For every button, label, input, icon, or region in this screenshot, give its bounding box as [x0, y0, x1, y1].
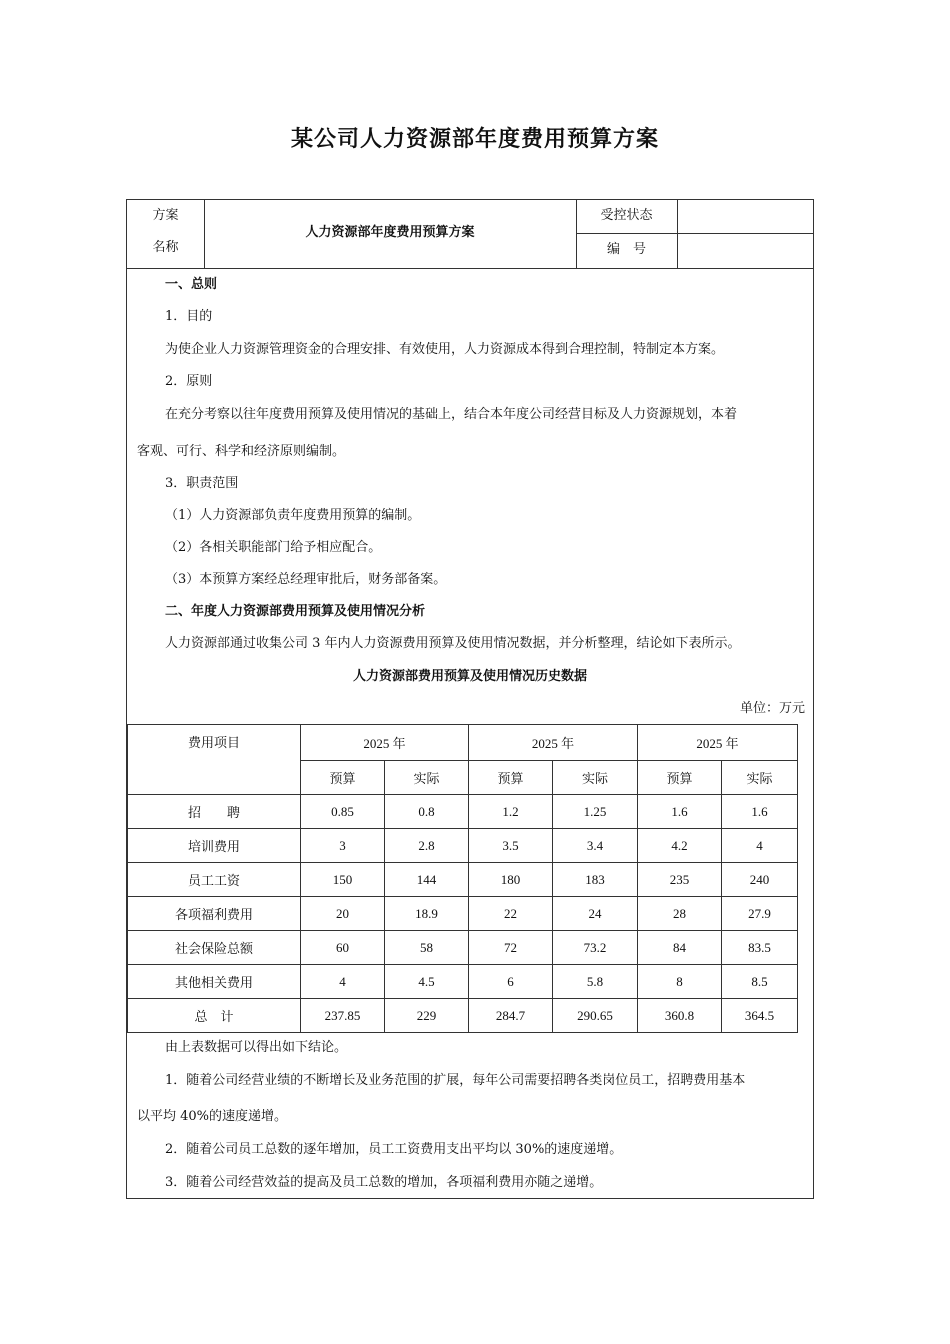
- plan-name: 人力资源部年度费用预算方案: [305, 225, 475, 240]
- table-row-label: 员工工资: [128, 863, 301, 897]
- table-cell: 84: [638, 931, 722, 965]
- table-subheader: 实际: [553, 761, 638, 795]
- table-subheader: 预算: [301, 761, 385, 795]
- table-cell: 180: [469, 863, 553, 897]
- table-cell: 240: [722, 863, 798, 897]
- scope-item: （2）各相关职能部门给予相应配合。: [165, 540, 382, 555]
- scope-item: （3）本预算方案经总经理审批后，财务部备案。: [165, 572, 447, 587]
- table-cell: 72: [469, 931, 553, 965]
- table-header-year: 2025 年: [638, 725, 798, 761]
- plan-label-line1: 方案: [152, 208, 179, 223]
- table-row: [128, 863, 798, 897]
- table-row-label: 招 聘: [128, 795, 301, 829]
- principle-text-line2: 客观、可行、科学和经济原则编制。: [137, 444, 346, 459]
- control-status-value: [677, 200, 813, 233]
- table-cell: 60: [301, 931, 385, 965]
- table-cell: 3.5: [469, 829, 553, 863]
- table-cell: 3.4: [553, 829, 638, 863]
- table-cell: 22: [469, 897, 553, 931]
- number-value: [677, 234, 813, 267]
- table-cell: 8: [638, 965, 722, 999]
- table-subheader: 实际: [722, 761, 798, 795]
- table-cell: 364.5: [722, 999, 798, 1033]
- table-row: [128, 795, 798, 829]
- table-cell: 83.5: [722, 931, 798, 965]
- table-cell: 360.8: [638, 999, 722, 1033]
- table-cell: 3: [301, 829, 385, 863]
- table-cell: 229: [385, 999, 469, 1033]
- table-cell: 4: [301, 965, 385, 999]
- table-cell: 1.6: [638, 795, 722, 829]
- table-title: 人力资源部费用预算及使用情况历史数据: [352, 669, 587, 684]
- plan-label-line2: 名称: [152, 240, 179, 255]
- table-cell: 284.7: [469, 999, 553, 1033]
- section2-heading: 二、年度人力资源部费用预算及使用情况分析: [165, 604, 426, 619]
- page-title: 某公司人力资源部年度费用预算方案: [290, 126, 659, 152]
- table-subheader: 实际: [385, 761, 469, 795]
- table-cell: 5.8: [553, 965, 638, 999]
- table-row-label: 培训费用: [128, 829, 301, 863]
- table-row-label: 总 计: [128, 999, 301, 1033]
- conclusion-item1-line2: 以平均 40%的速度递增。: [137, 1109, 288, 1124]
- table-row-label: 各项福利费用: [128, 897, 301, 931]
- budget-table: [127, 724, 798, 1033]
- scope-heading: 3．职责范围: [165, 476, 239, 491]
- table-cell: 4: [722, 829, 798, 863]
- table-cell: 183: [553, 863, 638, 897]
- table-cell: 237.85: [301, 999, 385, 1033]
- table-cell: 8.5: [722, 965, 798, 999]
- table-row: [128, 897, 798, 931]
- control-status-label: 受控状态: [600, 208, 653, 223]
- section2-intro: 人力资源部通过收集公司 3 年内人力资源费用预算及使用情况数据，并分析整理，结论如下表所示。: [165, 636, 741, 651]
- conclusion-item1-line1: 1．随着公司经营业绩的不断增长及业务范围的扩展，每年公司需要招聘各类岗位员工，招聘费用基本: [165, 1073, 746, 1088]
- table-cell: 4.5: [385, 965, 469, 999]
- table-cell: 290.65: [553, 999, 638, 1033]
- conclusion-item3: 3．随着公司经营效益的提高及员工总数的增加，各项福利费用亦随之递增。: [165, 1175, 603, 1190]
- unit-label: 单位：万元: [739, 701, 805, 716]
- table-row: [128, 931, 798, 965]
- table-cell: 58: [385, 931, 469, 965]
- table-cell: 1.25: [553, 795, 638, 829]
- table-cell: 150: [301, 863, 385, 897]
- table-row-label: 社会保险总额: [128, 931, 301, 965]
- scope-item: （1）人力资源部负责年度费用预算的编制。: [165, 508, 421, 523]
- purpose-text: 为使企业人力资源管理资金的合理安排、有效使用，人力资源成本得到合理控制，特制定本方案。: [165, 342, 725, 357]
- table-cell: 0.85: [301, 795, 385, 829]
- table-cell: 27.9: [722, 897, 798, 931]
- table-cell: 6: [469, 965, 553, 999]
- table-header-year: 2025 年: [469, 725, 638, 761]
- table-subheader: 预算: [638, 761, 722, 795]
- plan-header: [127, 200, 813, 269]
- number-label: 编 号: [606, 242, 646, 257]
- table-cell: 18.9: [385, 897, 469, 931]
- table-row: [128, 829, 798, 863]
- table-cell: 1.2: [469, 795, 553, 829]
- section1-heading: 一、总则: [165, 277, 218, 292]
- table-header-item: 费用项目: [128, 725, 301, 795]
- table-cell: 0.8: [385, 795, 469, 829]
- table-row-label: 其他相关费用: [128, 965, 301, 999]
- document-frame: [126, 199, 814, 1199]
- table-cell: 235: [638, 863, 722, 897]
- table-cell: 4.2: [638, 829, 722, 863]
- table-cell: 20: [301, 897, 385, 931]
- table-cell: 1.6: [722, 795, 798, 829]
- table-row: [128, 965, 798, 999]
- table-row: [128, 999, 798, 1033]
- conclusion-intro: 由上表数据可以得出如下结论。: [165, 1040, 348, 1055]
- principle-heading: 2．原则: [165, 374, 213, 389]
- conclusion-item2: 2．随着公司员工总数的逐年增加，员工工资费用支出平均以 30%的速度递增。: [165, 1142, 623, 1157]
- principle-text-line1: 在充分考察以往年度费用预算及使用情况的基础上，结合本年度公司经营目标及人力资源规划，本着: [165, 407, 738, 422]
- table-cell: 2.8: [385, 829, 469, 863]
- table-cell: 24: [553, 897, 638, 931]
- purpose-heading: 1．目的: [165, 309, 213, 324]
- table-cell: 28: [638, 897, 722, 931]
- table-cell: 144: [385, 863, 469, 897]
- table-cell: 73.2: [553, 931, 638, 965]
- table-subheader: 预算: [469, 761, 553, 795]
- table-header-year: 2025 年: [301, 725, 469, 761]
